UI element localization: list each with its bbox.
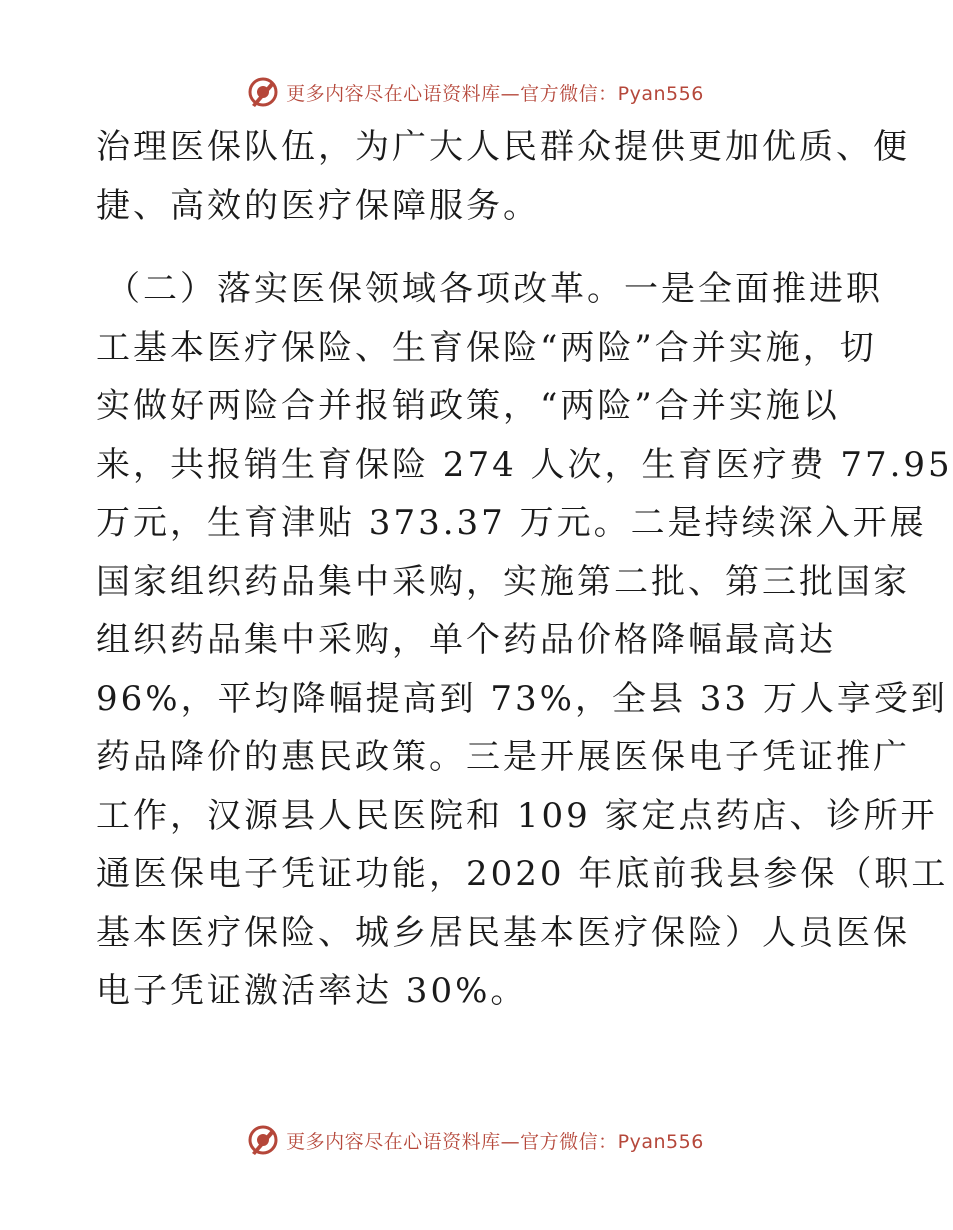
watermark-text: 更多内容尽在心语资料库—官方微信：Pyan556 [286,82,704,105]
text-line: 工基本医疗保险、生育保险“两险”合并实施，切 [96,327,877,368]
section-heading-line: （二）落实医保领域各项改革。一是全面推进职 [106,269,883,309]
text-line: 来，共报销生育保险 274 人次，生育医疗费 77.95 [96,444,953,485]
text-line: 国家组织药品集中采购，实施第二批、第三批国家 [96,561,910,602]
quill-logo-icon [246,1123,280,1157]
text-line: 实做好两险合并报销政策，“两险”合并实施以 [96,386,840,426]
footer-watermark [0,1120,950,1160]
quill-logo-icon [246,75,280,109]
header-watermark [0,72,950,112]
text-line: 药品降价的惠民政策。三是开展医保电子凭证推广 [96,737,910,777]
watermark-text: 更多内容尽在心语资料库—官方微信：Pyan556 [286,1130,704,1153]
text-line: 治理医保队伍，为广大人民群众提供更加优质、便 [96,127,910,167]
text-line: 96%，平均降幅提高到 73%，全县 33 万人享受到 [96,678,948,719]
text-line: 捷、高效的医疗保障服务。 [96,185,540,226]
text-line: 基本医疗保险、城乡居民基本医疗保险）人员医保 [96,912,910,953]
text-line: 工作，汉源县人民医院和 109 家定点药店、诊所开 [96,795,938,836]
text-line: 电子凭证激活率达 30%。 [96,971,528,1011]
text-line: 组织药品集中采购，单个药品价格降幅最高达 [96,620,836,660]
text-line: 万元，生育津贴 373.37 万元。二是持续深入开展 [96,503,927,543]
document-body [96,118,953,1021]
text-line: 通医保电子凭证功能，2020 年底前我县参保（职工 [96,854,949,894]
